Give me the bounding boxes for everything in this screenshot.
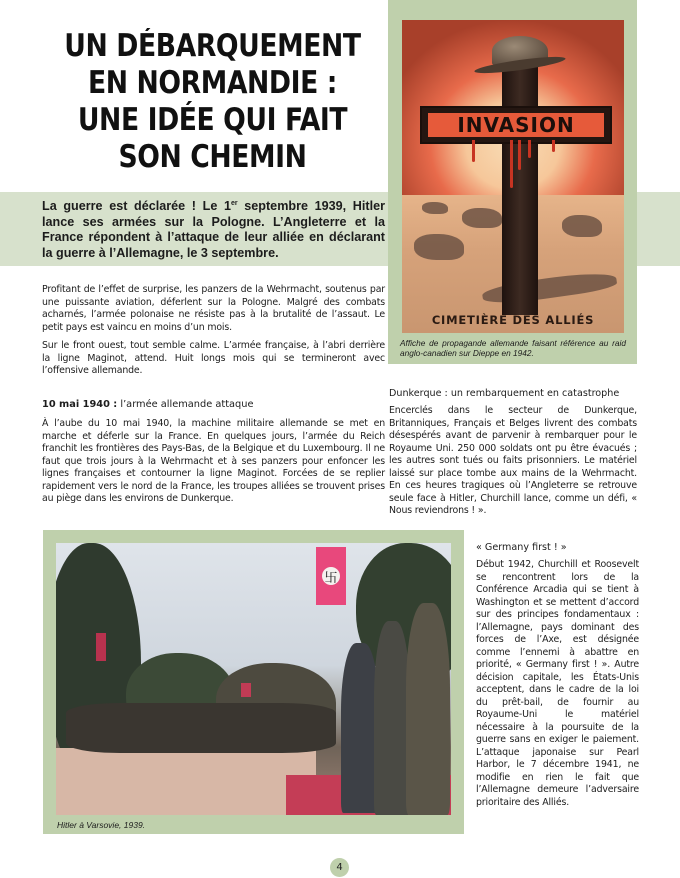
lead-paragraph bbox=[42, 196, 385, 261]
title-line: UNE IDÉE QUI FAIT bbox=[77, 102, 348, 138]
cross-post bbox=[502, 65, 538, 315]
sidebar-paragraph: Début 1942, Churchill et Roosevelt se rencontrent lors de la Conférence Arcadia qui se tient à Washington et se mettent d’accord sur des principes fondamentaux : l’Allemagne, pays dominant des forces de l’Axe, est désignée comme l’ennemi à abattre en priorité, « Germany first ! ». Autre décision capitale, les États-Unis acceptent, dans le cadre de la loi du prêt-bail, de fournir au Royaume-Uni le matériel nécessaire à la poursuite de la guerre sans en exiger le paiement. L’attaque japonaise sur Pearl Harbor, le 7 décembre 1941, ne modifie en rien le fait que l’Allemagne demeure l’adversaire prioritaire des Alliés. bbox=[476, 559, 639, 808]
section-heading-may-1940 bbox=[42, 399, 385, 410]
blood-drip bbox=[518, 140, 521, 170]
photo-caption: Hitler à Varsovie, 1939. bbox=[57, 820, 146, 830]
blood-drip bbox=[510, 140, 513, 188]
hanging-flag bbox=[241, 683, 251, 697]
page-title bbox=[64, 28, 361, 176]
section-heading-text: l’armée allemande attaque bbox=[117, 399, 254, 410]
section-heading-date: 10 mai 1940 : bbox=[42, 399, 118, 410]
blood-drip bbox=[552, 140, 555, 152]
invasion-banner-text: INVASION bbox=[428, 113, 604, 137]
propaganda-poster-image bbox=[402, 20, 624, 333]
intro-paragraph: Sur le front ouest, tout semble calme. L’armée française, à l’abri derrière la ligne Maginot, attend. Huit longs mois qui se termineront avec l’offensive allemande. bbox=[42, 340, 385, 376]
section-body-dunkerque bbox=[389, 405, 637, 524]
title-line: UN DÉBARQUEMENT bbox=[64, 28, 361, 64]
title-line: SON CHEMIN bbox=[118, 139, 307, 175]
section-heading-dunkerque: Dunkerque : un rembarquement en catastrophe bbox=[389, 388, 620, 399]
swastika-icon: 卐 bbox=[322, 567, 340, 585]
page-number: 4 bbox=[330, 858, 349, 877]
hanging-flag bbox=[96, 633, 106, 661]
lead-superscript: er bbox=[231, 200, 238, 207]
poster-debris bbox=[414, 234, 464, 260]
photo-figure bbox=[374, 621, 410, 815]
poster-debris bbox=[562, 215, 602, 237]
invasion-banner bbox=[420, 106, 612, 144]
photo-crowd bbox=[66, 703, 336, 753]
poster-caption: Affiche de propagande allemande faisant référence au raid anglo-canadien sur Dieppe en 1942. bbox=[400, 338, 626, 358]
hanging-flag bbox=[316, 547, 346, 605]
helmet-icon bbox=[474, 36, 566, 74]
sidebar-body bbox=[476, 559, 639, 815]
section-paragraph: À l’aube du 10 mai 1940, la machine militaire allemande se met en marche et déferle sur la France. En quelques jours, l’armée du Reich franchit les frontières des Pays-Bas, de la Belgique et du Luxembourg. Il ne faut que trois jours à la Wehrmacht et à ses panzers pour enfoncer les lignes françaises et contourner la ligne Maginot. Forcées de se replier rapidement vers le nord de la France, les troupes alliées se trouvent prises au piège dans les environs de Dunkerque. bbox=[42, 418, 385, 504]
poster-debris bbox=[462, 208, 502, 228]
poster-bottom-text: CIMETIÈRE DES ALLIÉS bbox=[431, 313, 595, 327]
poster-debris bbox=[422, 202, 448, 214]
blood-drip bbox=[528, 140, 531, 158]
intro-paragraph: Profitant de l’effet de surprise, les panzers de la Wehrmacht, soutenus par une puissante aviation, déferlent sur la Pologne. Malgré des combats acharnés, l’armée polonaise ne résiste pas à la brutalité de l’assaut. Le petit pays est vaincu en moins d’un mois. bbox=[42, 284, 385, 333]
photo-street bbox=[56, 748, 316, 815]
title-line: EN NORMANDIE : bbox=[88, 65, 337, 101]
lead-text-part: La guerre est déclarée ! Le 1 bbox=[42, 199, 232, 213]
section-body-may-1940 bbox=[42, 418, 385, 512]
photo-figure bbox=[406, 603, 450, 815]
intro-text bbox=[42, 284, 385, 384]
sidebar-heading: « Germany first ! » bbox=[476, 542, 567, 553]
historical-photo-image bbox=[56, 543, 451, 815]
lead-text-part: septembre 1939, Hitler lance ses armées sur la Pologne. L’Angleterre et la France répondent à l’attaque de leur alliée en déclarant la guerre à l’Allemagne, le 3 septembre. bbox=[42, 199, 385, 260]
section-paragraph: Encerclés dans le secteur de Dunkerque, Britanniques, Français et Belges livrent des combats désespérés avant de parvenir à rembarquer pour le Royaume Uni. 250 000 soldats ont pu être évacués ; les autres sont tués ou faits prisonniers. Le matériel laissé sur place tombe aux mains de la Wehrmacht. En ces heures tragiques où l’Angleterre se retrouve seule face à Hitler, Churchill lance, comme un défi, « Nous reviendrons ! ». bbox=[389, 405, 637, 516]
blood-drip bbox=[472, 140, 475, 162]
